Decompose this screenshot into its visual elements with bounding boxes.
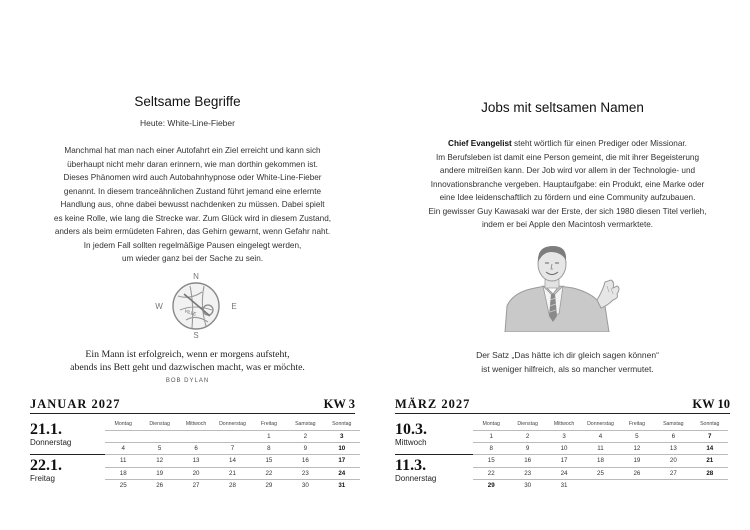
- weekday-header: Donnerstag: [219, 421, 246, 427]
- day-entry: [30, 457, 110, 483]
- day-cell: [582, 479, 618, 491]
- day-cell: 16: [287, 455, 323, 467]
- body-line: Innovationsbranche vergeben. Hauptaufgabe: ein Produkt, eine Marke oder: [430, 179, 705, 189]
- day-cell: 10: [324, 443, 360, 455]
- body-line: überhaupt nicht mehr daran erinnern, wie man dorthin gekommen ist.: [67, 159, 318, 169]
- mini-calendar: [473, 418, 728, 491]
- day-cell: 22: [473, 467, 509, 479]
- day-cell: 24: [546, 467, 582, 479]
- weekday-header: Donnerstag: [587, 421, 614, 427]
- day-cell: 7: [214, 443, 250, 455]
- day-cell: 8: [251, 443, 287, 455]
- day-cell: [692, 479, 728, 491]
- day-cell: [619, 479, 655, 491]
- body-line: um wieder ganz bei der Sache zu sein.: [121, 254, 264, 263]
- calendar-week: KW 10: [692, 397, 730, 411]
- day-date: 11.3.: [395, 457, 427, 474]
- day-cell: 15: [473, 455, 509, 467]
- quote-line: Ein Mann ist erfolgreich, wenn er morgens aufsteht,: [85, 349, 290, 360]
- weekday-header: Freitag: [260, 421, 277, 427]
- body-lead-term: Chief Evangelist: [448, 139, 512, 148]
- day-cell: 26: [141, 479, 177, 491]
- day-cell: 5: [619, 431, 655, 443]
- day-cell: 8: [473, 443, 509, 455]
- day-cell: 24: [324, 467, 360, 479]
- day-cell: 18: [105, 467, 141, 479]
- day-cell: 25: [582, 467, 618, 479]
- weekday-header: Mittwoch: [185, 421, 207, 427]
- day-cell: [141, 431, 177, 443]
- day-cell: 29: [473, 479, 509, 491]
- day-weekday: Donnerstag: [395, 474, 437, 483]
- quote-author: BOB DYLAN: [165, 378, 210, 384]
- businessman-illustration: [493, 236, 633, 332]
- day-cell: 22: [251, 467, 287, 479]
- day-cell: 21: [214, 467, 250, 479]
- weekday-header: Sonntag: [700, 421, 720, 427]
- quote-line: abends ins Bett geht und dazwischen macht, was er möchte.: [70, 362, 305, 373]
- weekday-header: Samstag: [663, 421, 684, 427]
- weekday-header: Dienstag: [149, 421, 170, 427]
- day-cell: 25: [105, 479, 141, 491]
- body-lead-rest: steht wörtlich für einen Prediger oder Missionar.: [511, 139, 687, 148]
- weekday-header: Montag: [482, 421, 500, 427]
- body-line: indem er bei Apple den Macintosh vermarktete.: [481, 220, 654, 229]
- day-cell: 26: [619, 467, 655, 479]
- body-line: es keine Rolle, wie lang die Strecke war. Zum Glück wird in diesem Zustand,: [53, 213, 332, 223]
- calendar-header: [30, 395, 355, 414]
- day-cell: 21: [692, 455, 728, 467]
- body-line: genannt. In diesem tranceähnlichen Zustand führt jemand eine erlernte: [63, 186, 322, 196]
- day-cell: 1: [473, 431, 509, 443]
- quote-line: ist weniger hilfreich, als so mancher vermutet.: [481, 364, 654, 374]
- mini-calendar-header: [473, 418, 728, 431]
- day-cell: [214, 431, 250, 443]
- day-cell: 29: [251, 479, 287, 491]
- day-cell: 4: [105, 443, 141, 455]
- day-cell: 10: [546, 443, 582, 455]
- map-label: VILLE: [183, 308, 197, 317]
- mini-calendar-header: [105, 418, 360, 431]
- weekday-header: Sonntag: [332, 421, 352, 427]
- body-line: Manchmal hat man nach einer Autofahrt ein Ziel erreicht und kann sich: [64, 146, 321, 155]
- day-weekday: Freitag: [30, 474, 55, 483]
- day-cell: 3: [546, 431, 582, 443]
- calendar-month: JANUAR 2027: [30, 397, 121, 411]
- day-cell: 27: [178, 479, 214, 491]
- compass-w-label: W: [155, 302, 163, 311]
- day-cell: 13: [178, 455, 214, 467]
- page-title: Jobs mit seltsamen Namen: [481, 100, 644, 115]
- body-line: Handlung aus, ohne dabei bewusst nachdenken zu müssen. Dabei spielt: [60, 200, 325, 209]
- article-body: [415, 137, 720, 232]
- day-cell: 13: [655, 443, 691, 455]
- day-cell: [655, 479, 691, 491]
- day-cell: 12: [141, 455, 177, 467]
- day-cell: 7: [692, 431, 728, 443]
- quote: [415, 348, 720, 376]
- day-cell: 9: [509, 443, 545, 455]
- week-row: [473, 479, 728, 491]
- day-cell: [105, 431, 141, 443]
- day-cell: 1: [251, 431, 287, 443]
- body-line: Im Berufsleben ist damit eine Person gemeint, die mit ihrer Begeisterung: [435, 152, 700, 162]
- week-row: [473, 431, 728, 443]
- day-cell: 28: [214, 479, 250, 491]
- weekday-header: Dienstag: [517, 421, 538, 427]
- divider: [395, 454, 475, 455]
- weekday-header: Mittwoch: [553, 421, 575, 427]
- week-row: [473, 467, 728, 479]
- mini-calendar: [105, 418, 360, 491]
- article-body: [40, 144, 345, 266]
- day-cell: 19: [619, 455, 655, 467]
- day-cell: 19: [141, 467, 177, 479]
- compass-e-label: E: [231, 302, 237, 311]
- body-line: Dieses Phänomen wird auch Autobahnhypnose oder White-Line-Fieber: [63, 173, 322, 182]
- day-cell: 28: [692, 467, 728, 479]
- page-title: Seltsame Begriffe: [134, 94, 241, 109]
- day-cell: 20: [655, 455, 691, 467]
- body-line: In jedem Fall sollten regelmäßige Pausen eingelegt werden,: [83, 240, 302, 250]
- day-cell: 31: [324, 479, 360, 491]
- body-line: [415, 137, 720, 151]
- weekday-header: Samstag: [295, 421, 316, 427]
- week-row: [105, 455, 360, 467]
- day-cell: 27: [655, 467, 691, 479]
- week-row: [105, 443, 360, 455]
- day-cell: 2: [287, 431, 323, 443]
- day-cell: 31: [546, 479, 582, 491]
- day-cell: 14: [692, 443, 728, 455]
- calendar-header: [395, 395, 730, 414]
- quote: [30, 348, 345, 374]
- day-date: 10.3.: [395, 421, 427, 438]
- calendar-month: MÄRZ 2027: [395, 397, 471, 411]
- day-date: 21.1.: [30, 421, 62, 438]
- day-cell: 2: [509, 431, 545, 443]
- day-cell: 17: [546, 455, 582, 467]
- day-cell: 20: [178, 467, 214, 479]
- day-cell: 4: [582, 431, 618, 443]
- compass-n-label: N: [193, 272, 199, 281]
- day-cell: 23: [509, 467, 545, 479]
- week-row: [473, 443, 728, 455]
- day-cell: 23: [287, 467, 323, 479]
- day-cell: 14: [214, 455, 250, 467]
- day-cell: 16: [509, 455, 545, 467]
- week-row: [105, 431, 360, 443]
- day-cell: 30: [287, 479, 323, 491]
- day-entry: [30, 421, 110, 447]
- body-line: anders als beim ermüdeten Fahren, das Gehirn gewarnt, wenn Gefahr naht.: [54, 227, 331, 236]
- day-cell: 11: [105, 455, 141, 467]
- day-cell: 3: [324, 431, 360, 443]
- calendar-week: KW 3: [323, 397, 355, 411]
- day-cell: 30: [509, 479, 545, 491]
- day-cell: [178, 431, 214, 443]
- compass-map-illustration: [150, 270, 240, 342]
- body-line: Ein gewisser Guy Kawasaki war der Erste, der sich 1980 diesen Titel verlieh,: [428, 206, 707, 216]
- day-entry: [395, 421, 475, 447]
- quote-line: Der Satz „Das hätte ich dir gleich sagen können“: [476, 350, 659, 360]
- day-cell: 6: [178, 443, 214, 455]
- week-row: [105, 467, 360, 479]
- day-cell: 5: [141, 443, 177, 455]
- day-date: 22.1.: [30, 457, 62, 474]
- day-cell: 17: [324, 455, 360, 467]
- day-cell: 15: [251, 455, 287, 467]
- body-line: eine Idee leidenschaftlich zu fördern und eine Community aufzubauen.: [439, 193, 696, 202]
- day-weekday: Donnerstag: [30, 438, 72, 447]
- right-page: [375, 0, 750, 530]
- page-subtitle: Heute: White-Line-Fieber: [140, 118, 235, 128]
- weekday-header: Freitag: [628, 421, 645, 427]
- weekday-header: Montag: [114, 421, 132, 427]
- compass-s-label: S: [193, 331, 199, 340]
- body-line: andere mitreißen kann. Der Job wird vor allem in der Technologie- und: [439, 166, 696, 175]
- day-cell: 11: [582, 443, 618, 455]
- day-cell: 9: [287, 443, 323, 455]
- day-cell: 18: [582, 455, 618, 467]
- day-entry: [395, 457, 475, 483]
- day-cell: 12: [619, 443, 655, 455]
- divider: [30, 454, 110, 455]
- day-cell: 6: [655, 431, 691, 443]
- week-row: [105, 479, 360, 491]
- day-weekday: Mittwoch: [395, 438, 427, 447]
- week-row: [473, 455, 728, 467]
